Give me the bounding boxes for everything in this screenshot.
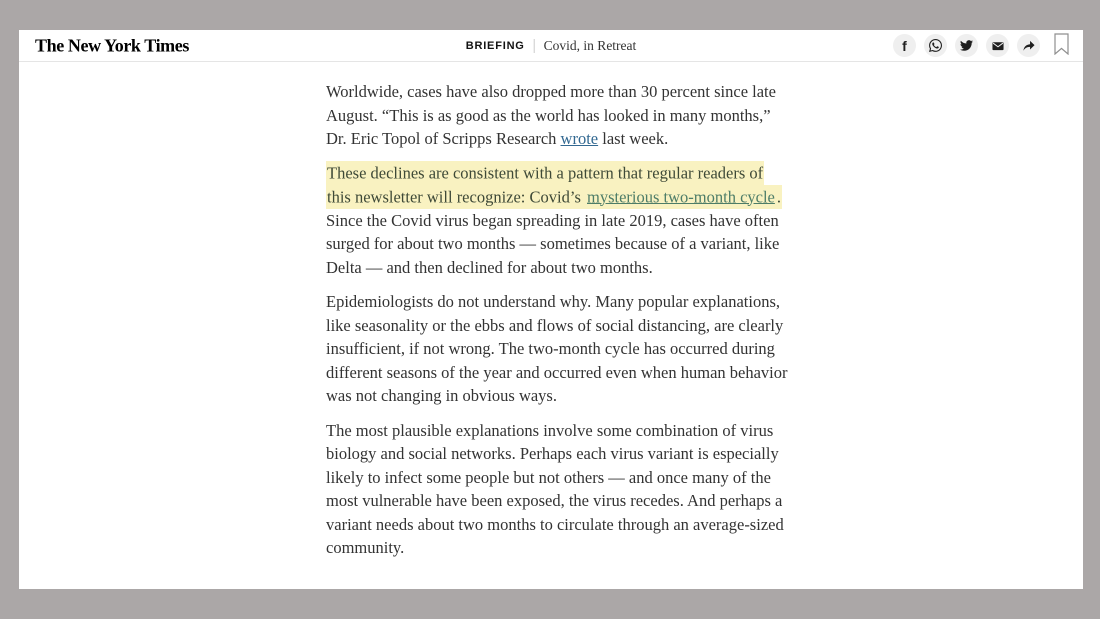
briefing-kicker: BRIEFING (465, 39, 525, 52)
paragraph-text: Epidemiologists do not understand why. Many popular explanations, like seasonality or the ebbs and flows of social distancing, are clearly insufficient, if not wrong. The two-month cycle has occurred during different seasons of the year and occurred even when human behavior was not changing in obvious ways. (326, 292, 788, 405)
twitter-icon (960, 39, 973, 52)
highlighted-inline-link[interactable]: mysterious two-month cycle (586, 185, 776, 209)
paragraph-text: last week. (598, 129, 669, 148)
article-header (19, 30, 1083, 62)
breadcrumb (466, 38, 637, 54)
article-content (19, 62, 1083, 560)
nyt-logo[interactable]: The New York Times (35, 35, 189, 55)
inline-link[interactable]: wrote (560, 129, 599, 148)
share-icon (1022, 39, 1036, 53)
email-icon (991, 39, 1005, 53)
article-paragraph (326, 419, 788, 560)
article-window (19, 30, 1083, 589)
whatsapp-share-button[interactable] (924, 34, 947, 57)
paragraph-text: Since the Covid virus began spreading in late 2019, cases have often surged for about two months — sometimes because of a variant, like Delta — and then declined for about two months. (326, 210, 780, 277)
facebook-icon: f (902, 37, 907, 54)
twitter-share-button[interactable] (955, 34, 978, 57)
highlighted-text: . (776, 185, 782, 209)
email-share-button[interactable] (986, 34, 1009, 57)
facebook-share-button[interactable] (893, 34, 916, 57)
share-toolbar (893, 34, 1070, 58)
article-paragraph (326, 162, 788, 280)
whatsapp-icon (929, 39, 942, 52)
paragraph-text: The most plausible explanations involve some combination of virus biology and social networks. Perhaps each virus variant is especially likely to infect some people but not others — and once many of the most vulnerable have been exposed, the virus recedes. And perhaps a variant needs about two months to circulate through an average-sized community. (326, 420, 784, 557)
article-paragraph (326, 80, 788, 151)
bookmark-icon (1054, 33, 1069, 58)
highlighted-text: These declines are consistent with a pattern that regular readers of this newsletter will recognize: Covid’s (326, 161, 764, 209)
article-body (326, 80, 788, 560)
share-share-button[interactable] (1017, 34, 1040, 57)
header-divider (534, 39, 535, 53)
article-paragraph (326, 290, 788, 408)
article-title: Covid, in Retreat (543, 37, 637, 53)
paragraph-text: Worldwide, cases have also dropped more than 30 percent since late August. “This is as good as the world has looked in many months,” Dr. Eric Topol of Scripps Research (326, 82, 776, 148)
save-button[interactable] (1052, 34, 1070, 58)
